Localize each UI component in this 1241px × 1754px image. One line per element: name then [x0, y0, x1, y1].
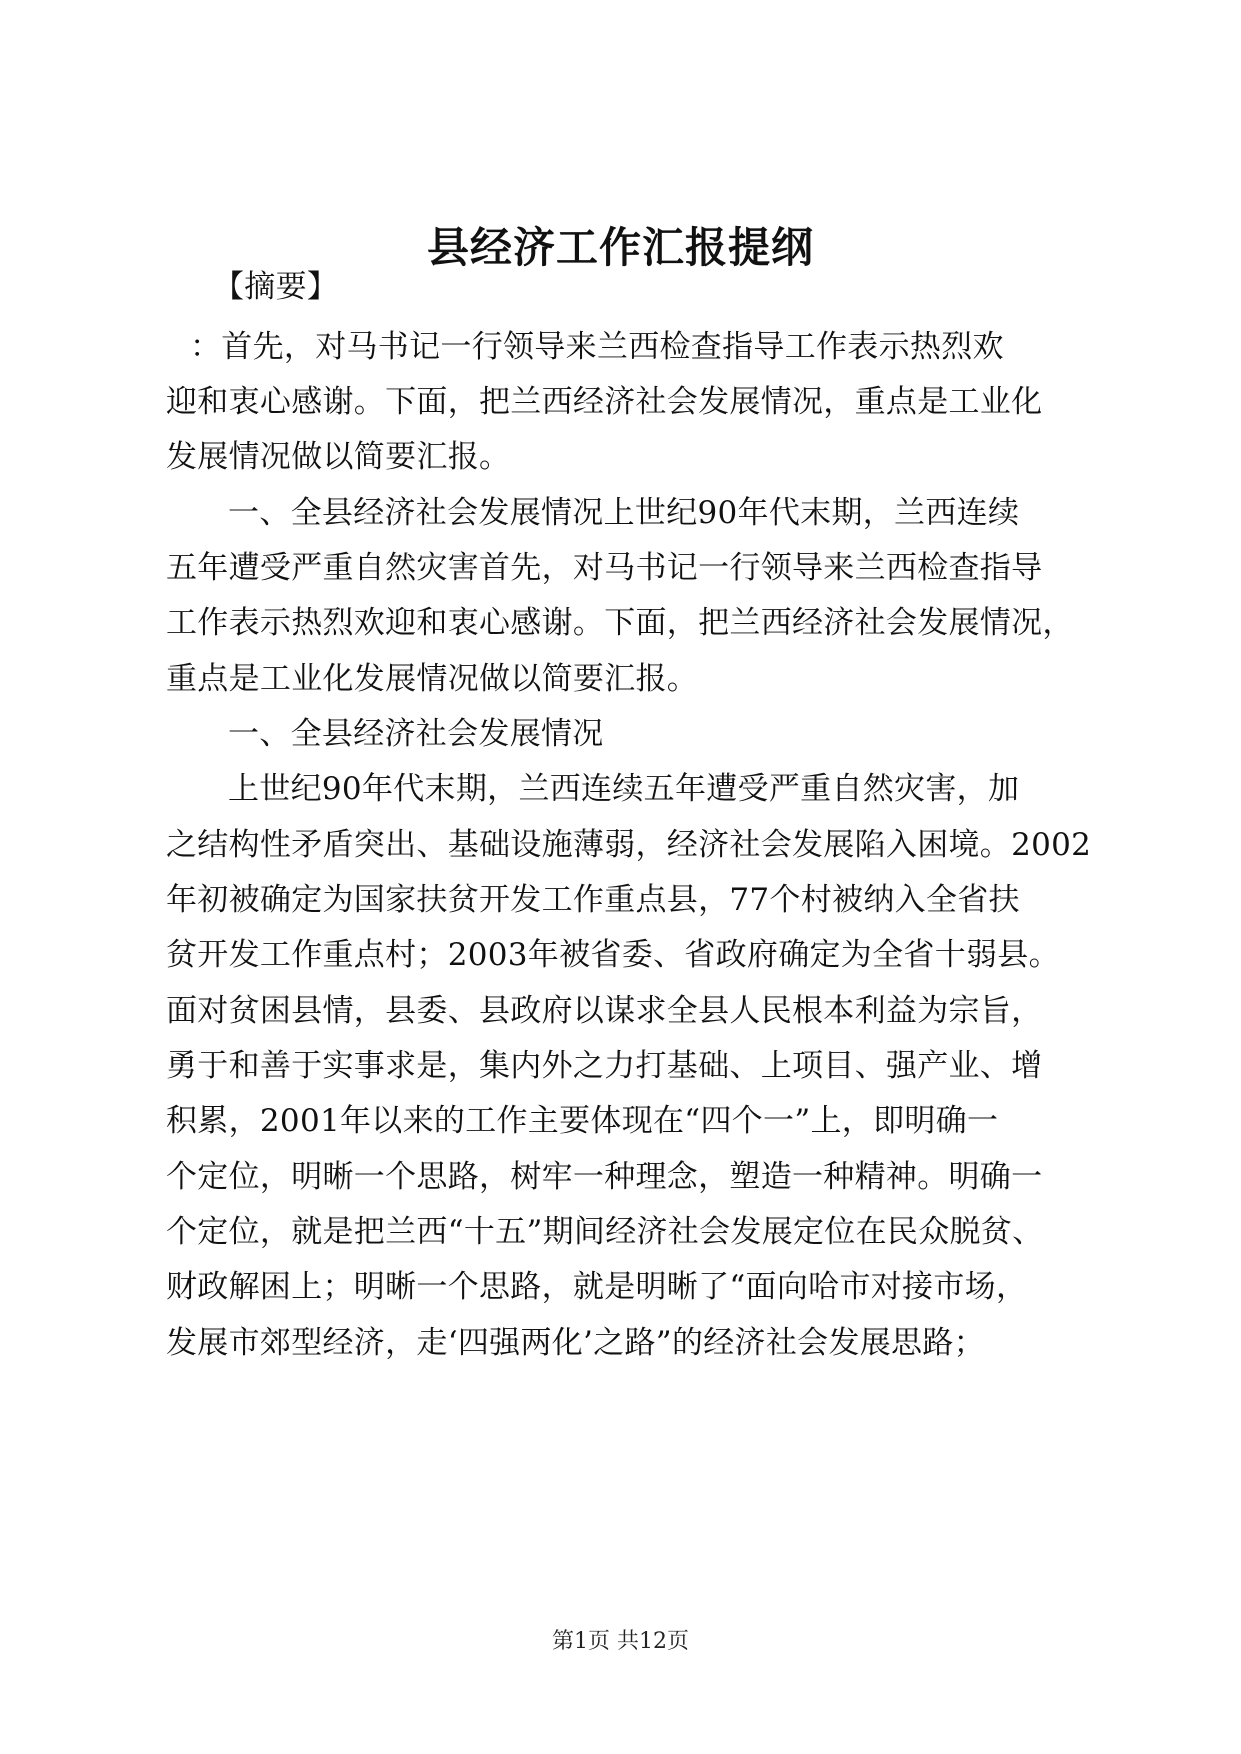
paragraph-line: 贫开发工作重点村；2003年被省委、省政府确定为全省十弱县。 — [166, 937, 1060, 973]
paragraph-line: 一、全县经济社会发展情况上世纪90年代末期，兰西连续 — [228, 495, 1020, 531]
paragraph-line: 上世纪90年代末期，兰西连续五年遭受严重自然灾害，加 — [228, 771, 1020, 807]
paragraph-line: 勇于和善于实事求是，集内外之力打基础、上项目、强产业、增 — [166, 1048, 1043, 1084]
paragraph-line: 年初被确定为国家扶贫开发工作重点县，77个村被纳入全省扶 — [166, 882, 1020, 918]
paragraph-line: 个定位，就是把兰西“十五”期间经济社会发展定位在民众脱贫、 — [166, 1214, 1044, 1250]
section-heading: 一、全县经济社会发展情况 — [228, 716, 604, 752]
paragraph-line: 面对贫困县情，县委、县政府以谋求全县人民根本利益为宗旨， — [166, 993, 1043, 1029]
abstract-heading: 【摘要】 — [213, 269, 339, 305]
document-title: 县经济工作汇报提纲 — [426, 223, 814, 272]
paragraph-line: 工作表示热烈欢迎和衷心感谢。下面，把兰西经济社会发展情况， — [166, 605, 1074, 641]
paragraph-line: 积累，2001年以来的工作主要体现在“四个一”上，即明确一 — [166, 1103, 999, 1139]
page-number-footer: 第1页 共12页 — [552, 1629, 689, 1654]
paragraph-line: 发展市郊型经济，走‘四强两化’之路”的经济社会发展思路； — [166, 1325, 985, 1361]
paragraph-line: 迎和衷心感谢。下面，把兰西经济社会发展情况，重点是工业化 — [166, 384, 1043, 420]
paragraph-line: 之结构性矛盾突出、基础设施薄弱，经济社会发展陷入困境。2002 — [166, 827, 1092, 863]
paragraph-line: 财政解困上；明晰一个思路，就是明晰了“面向哈市对接市场， — [166, 1269, 1028, 1305]
paragraph-line: 重点是工业化发展情况做以简要汇报。 — [166, 661, 699, 697]
paragraph-line: ：首先，对马书记一行领导来兰西检查指导工作表示热烈欢 — [190, 329, 1004, 365]
paragraph-line: 五年遭受严重自然灾害首先，对马书记一行领导来兰西检查指导 — [166, 550, 1043, 586]
paragraph-line: 个定位，明晰一个思路，树牢一种理念，塑造一种精神。明确一 — [166, 1159, 1043, 1195]
paragraph-line: 发展情况做以简要汇报。 — [166, 439, 511, 475]
